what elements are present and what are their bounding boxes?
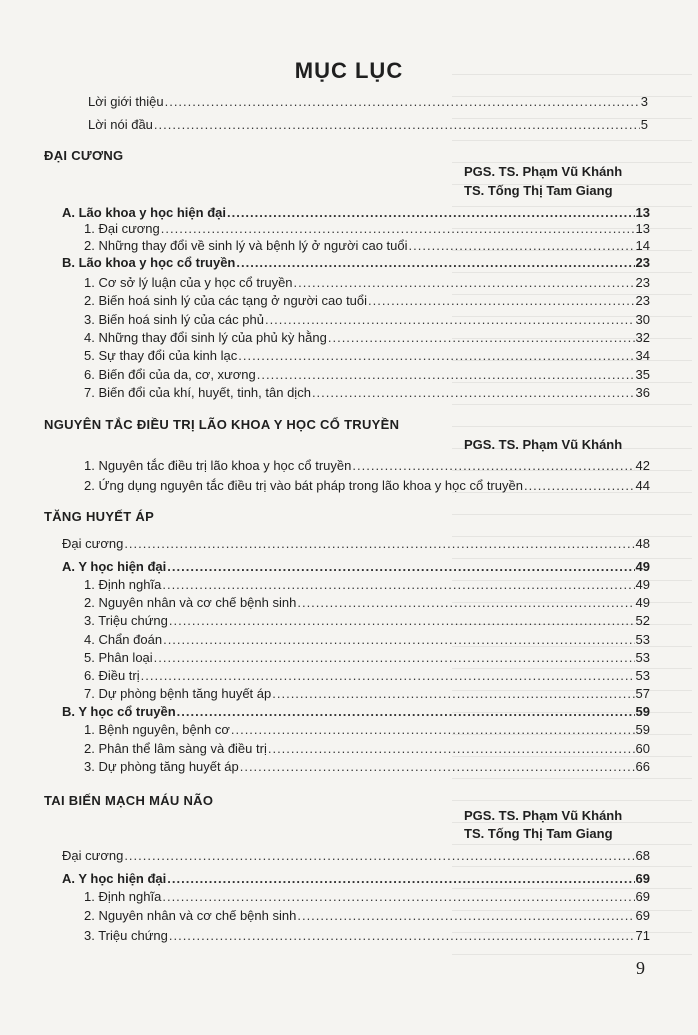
toc-entry-label: B. Lão khoa y học cổ truyền <box>62 255 236 270</box>
toc-entry-label: A. Y học hiện đại <box>62 871 167 886</box>
toc-entry <box>84 577 650 593</box>
toc-entry <box>62 536 650 552</box>
author-line: TS. Tống Thị Tam Giang <box>464 826 613 841</box>
toc-part <box>62 255 650 271</box>
toc-entry <box>84 238 650 254</box>
dot-leader <box>312 385 635 401</box>
toc-entry-page: 49 <box>635 577 650 592</box>
toc-entry-page: 14 <box>635 238 650 253</box>
page-title: MỤC LỤC <box>294 58 404 83</box>
section-heading: NGUYÊN TẮC ĐIỀU TRỊ LÃO KHOA Y HỌC CỔ TRUYỀN <box>44 417 400 432</box>
toc-entry-label: 3. Triệu chứng <box>84 928 168 943</box>
toc-entry-label: A. Y học hiện đại <box>62 559 167 574</box>
toc-entry <box>84 275 650 291</box>
toc-entry-page: 59 <box>635 704 650 719</box>
toc-entry <box>84 632 650 648</box>
toc-entry <box>84 722 650 738</box>
dot-leader <box>124 536 634 552</box>
toc-entry-page: 53 <box>635 650 650 665</box>
toc-entry <box>84 741 650 757</box>
toc-entry-page: 44 <box>635 478 650 493</box>
toc-entry-label: 4. Chẩn đoán <box>84 632 163 647</box>
toc-entry-label: B. Y học cổ truyền <box>62 704 176 719</box>
toc-entry-label: 4. Những thay đổi sinh lý của phủ kỳ hằng <box>84 330 327 345</box>
toc-entry-page: 3 <box>640 94 648 109</box>
toc-entry <box>84 348 650 364</box>
toc-part <box>62 871 650 887</box>
toc-entry-label: 1. Đại cương <box>84 221 160 236</box>
dot-leader <box>265 312 635 328</box>
toc-entry <box>84 385 650 401</box>
toc-entry-page: 52 <box>635 613 650 628</box>
toc-entry-page: 71 <box>635 928 650 943</box>
dot-leader <box>162 889 634 905</box>
toc-entry <box>84 759 650 775</box>
dot-leader <box>238 348 634 364</box>
dot-leader <box>162 577 634 593</box>
dot-leader <box>297 595 634 611</box>
toc-entry-page: 59 <box>635 722 650 737</box>
toc-entry-page: 66 <box>635 759 650 774</box>
dot-leader <box>240 759 635 775</box>
toc-entry <box>62 848 650 864</box>
toc-entry-page: 68 <box>635 848 650 863</box>
toc-entry-label: 1. Định nghĩa <box>84 577 162 592</box>
dot-leader <box>268 741 635 757</box>
section-heading: TAI BIẾN MẠCH MÁU NÃO <box>44 793 214 808</box>
toc-entry <box>84 330 650 346</box>
toc-entry-page: 69 <box>635 908 650 923</box>
section-heading: ĐẠI CƯƠNG <box>44 148 124 163</box>
toc-entry <box>84 908 650 924</box>
author-line: PGS. TS. Phạm Vũ Khánh <box>464 164 623 179</box>
toc-entry-label: 7. Biến đổi của khí, huyết, tinh, tân dịch <box>84 385 311 400</box>
toc-entry-page: 13 <box>635 205 650 220</box>
toc-entry <box>84 668 650 684</box>
dot-leader <box>169 613 635 629</box>
toc-entry <box>84 458 650 474</box>
toc-entry-label: 2. Nguyên nhân và cơ chế bệnh sinh <box>84 595 297 610</box>
toc-entry-label: 5. Sự thay đổi của kinh lạc <box>84 348 238 363</box>
toc-entry-page: 48 <box>635 536 650 551</box>
toc-entry-page: 30 <box>635 312 650 327</box>
dot-leader <box>294 275 635 291</box>
toc-entry-page: 57 <box>635 686 650 701</box>
dot-leader <box>154 117 640 133</box>
dot-leader <box>177 704 635 720</box>
toc-entry-page: 49 <box>635 595 650 610</box>
toc-entry-label: 1. Định nghĩa <box>84 889 162 904</box>
dot-leader <box>161 221 635 237</box>
toc-entry-page: 13 <box>635 221 650 236</box>
dot-leader <box>328 330 635 346</box>
toc-entry-label: 3. Biến hoá sinh lý của các phủ <box>84 312 264 327</box>
toc-entry-label: 1. Nguyên tắc điều trị lão khoa y học cổ truyền <box>84 458 352 473</box>
toc-entry <box>84 650 650 666</box>
dot-leader <box>124 848 634 864</box>
dot-leader <box>524 478 635 494</box>
toc-entry-page: 5 <box>640 117 648 132</box>
toc-entry <box>84 478 650 494</box>
toc-entry-label: 2. Phân thể lâm sàng và điều trị <box>84 741 267 756</box>
toc-entry-page: 49 <box>635 559 650 574</box>
dot-leader <box>272 686 634 702</box>
toc-part <box>62 205 650 221</box>
toc-entry-page: 36 <box>635 385 650 400</box>
toc-entry <box>84 595 650 611</box>
dot-leader <box>154 650 635 666</box>
toc-entry-label: 2. Biến hoá sinh lý của các tạng ở người cao tuổi <box>84 293 368 308</box>
toc-entry-page: 23 <box>635 255 650 270</box>
dot-leader <box>236 255 634 271</box>
toc-entry <box>84 293 650 309</box>
toc-entry-label: Đại cương <box>62 848 124 863</box>
author-line: PGS. TS. Phạm Vũ Khánh <box>464 808 623 823</box>
dot-leader <box>227 205 635 221</box>
toc-entry-label: 1. Bệnh nguyên, bệnh cơ <box>84 722 230 737</box>
dot-leader <box>163 632 634 648</box>
toc-entry <box>88 94 648 110</box>
dot-leader <box>231 722 635 738</box>
toc-entry <box>84 221 650 237</box>
toc-entry-page: 53 <box>635 632 650 647</box>
section-heading: TĂNG HUYẾT ÁP <box>44 509 155 524</box>
dot-leader <box>141 668 635 684</box>
page-number: 9 <box>636 958 645 978</box>
toc-entry <box>84 928 650 944</box>
toc-entry-label: 7. Dự phòng bệnh tăng huyết áp <box>84 686 272 701</box>
toc-entry-page: 34 <box>635 348 650 363</box>
dot-leader <box>167 559 634 575</box>
toc-entry-label: 1. Cơ sở lý luận của y học cổ truyền <box>84 275 293 290</box>
toc-entry-page: 53 <box>635 668 650 683</box>
toc-entry <box>84 686 650 702</box>
toc-entry-page: 35 <box>635 367 650 382</box>
toc-entry-label: 6. Điều trị <box>84 668 140 683</box>
toc-entry-page: 42 <box>635 458 650 473</box>
toc-entry-label: Lời giới thiệu <box>88 94 164 109</box>
toc-part <box>62 559 650 575</box>
dot-leader <box>169 928 635 944</box>
toc-entry-label: 3. Dự phòng tăng huyết áp <box>84 759 239 774</box>
toc-entry-page: 23 <box>635 293 650 308</box>
toc-entry <box>88 117 648 133</box>
dot-leader <box>257 367 635 383</box>
toc-entry-label: 5. Phân loại <box>84 650 153 665</box>
toc-entry-page: 69 <box>635 871 650 886</box>
toc-entry <box>84 613 650 629</box>
toc-entry-page: 32 <box>635 330 650 345</box>
toc-part <box>62 704 650 720</box>
toc-entry-label: A. Lão khoa y học hiện đại <box>62 205 226 220</box>
toc-entry-label: 2. Ứng dụng nguyên tắc điều trị vào bát pháp trong lão khoa y học cổ truyền <box>84 478 523 493</box>
toc-entry-page: 69 <box>635 889 650 904</box>
toc-entry <box>84 889 650 905</box>
dot-leader <box>352 458 634 474</box>
dot-leader <box>409 238 635 254</box>
toc-entry-page: 23 <box>635 275 650 290</box>
toc-entry-label: Lời nói đầu <box>88 117 153 132</box>
toc-entry-label: 3. Triệu chứng <box>84 613 168 628</box>
toc-entry-page: 60 <box>635 741 650 756</box>
dot-leader <box>297 908 634 924</box>
dot-leader <box>167 871 634 887</box>
author-line: PGS. TS. Phạm Vũ Khánh <box>464 437 623 452</box>
dot-leader <box>368 293 635 309</box>
toc-entry-label: 2. Những thay đổi về sinh lý và bệnh lý ở người cao tuổi <box>84 238 408 253</box>
toc-entry-label: Đại cương <box>62 536 124 551</box>
toc-entry <box>84 312 650 328</box>
toc-entry-label: 2. Nguyên nhân và cơ chế bệnh sinh <box>84 908 297 923</box>
toc-entry <box>84 367 650 383</box>
toc-entry-label: 6. Biến đổi của da, cơ, xương <box>84 367 256 382</box>
dot-leader <box>165 94 640 110</box>
author-line: TS. Tống Thị Tam Giang <box>464 183 613 198</box>
